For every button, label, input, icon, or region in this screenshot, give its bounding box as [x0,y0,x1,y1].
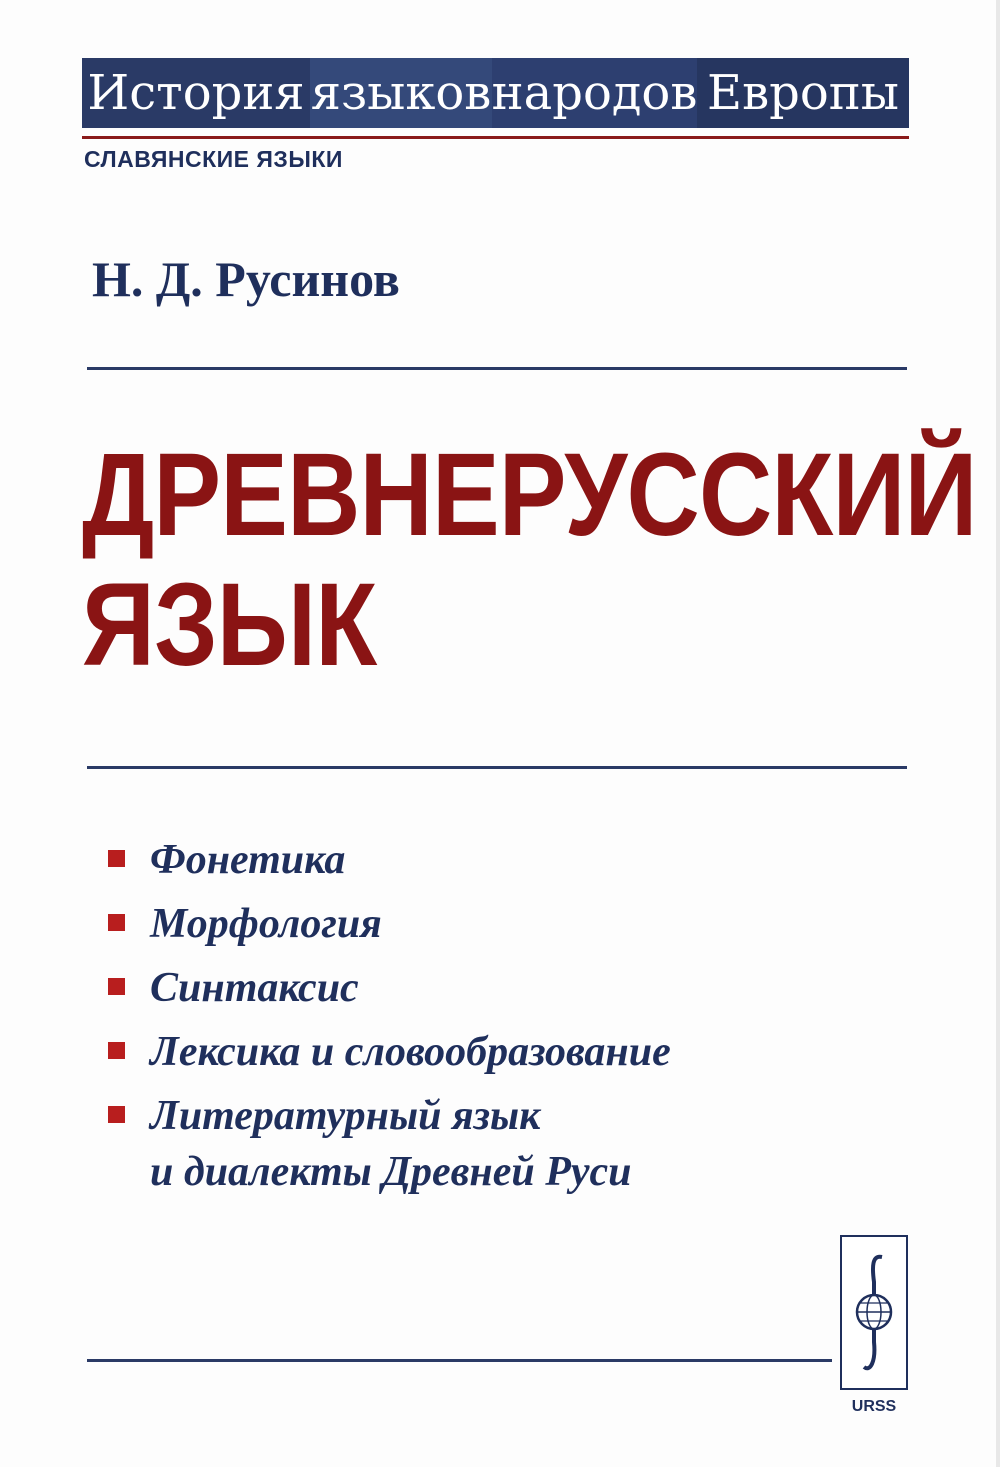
topic-label: Синтаксис [150,965,359,1011]
topic-label: Лексика и словообразование [150,1029,671,1075]
divider-top [87,367,907,370]
square-bullet-icon [108,914,125,931]
topic-label: Фонетика [150,837,346,883]
publisher-logo [840,1235,908,1390]
square-bullet-icon [108,978,125,995]
publisher-name: URSS [851,1398,897,1415]
divider-middle [87,766,907,769]
topic-item [108,1024,888,1080]
globe-integral-icon [842,1237,906,1388]
square-bullet-icon [108,850,125,867]
book-title-line-2: ЯЗЫК [82,559,377,691]
book-title-line-1: ДРЕВНЕРУССКИЙ [82,429,977,561]
series-word: народов [492,58,697,128]
divider-bottom [87,1359,832,1362]
series-divider [82,136,909,139]
topics-list [108,832,888,1208]
book-title [82,429,977,691]
topic-item [108,960,888,1016]
series-word: История [82,58,310,128]
topic-label: и диалекты Древней Руси [150,1149,632,1195]
cover-edge [996,0,1000,1467]
series-title-band [82,58,909,128]
author-name: Н. Д. Русинов [92,251,400,307]
topic-item [108,832,888,888]
square-bullet-icon [108,1106,125,1123]
topic-label: Морфология [150,901,382,947]
subseries-label: СЛАВЯНСКИЕ ЯЗЫКИ [84,146,343,172]
series-word: языков [310,58,492,128]
topic-item [108,1088,888,1144]
series-word: Европы [697,58,909,128]
square-bullet-icon [108,1042,125,1059]
topic-label: Литературный язык [150,1093,541,1139]
topic-item-continuation [108,1144,888,1200]
topic-item [108,896,888,952]
